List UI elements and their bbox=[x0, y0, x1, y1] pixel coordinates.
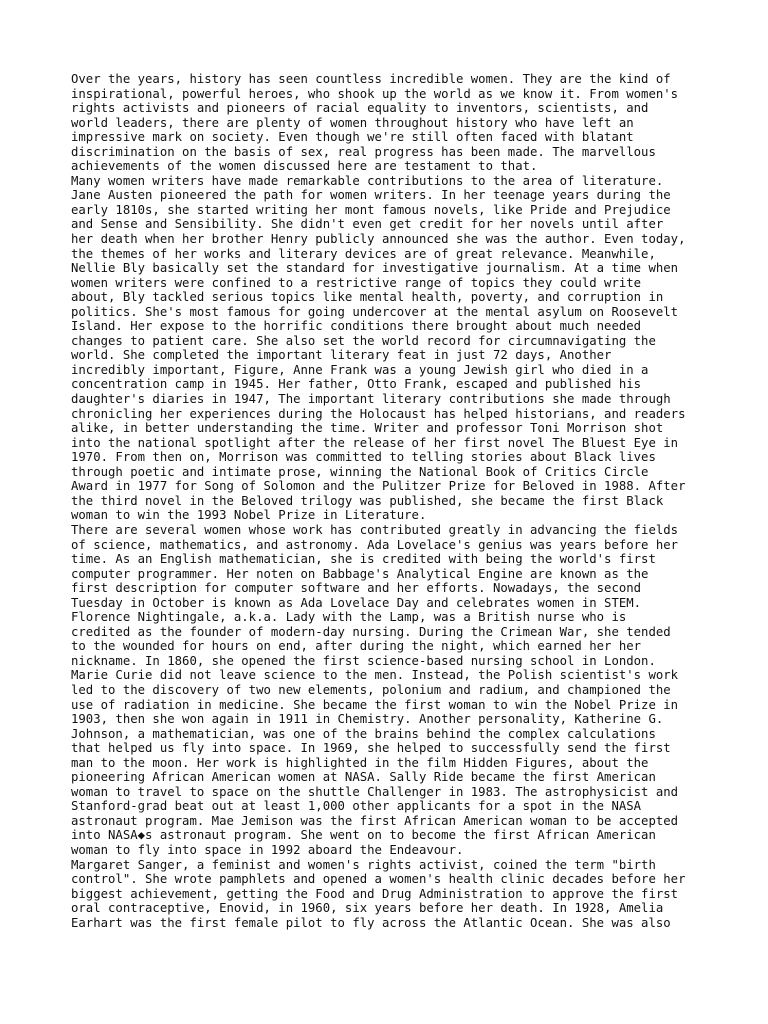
paragraph-literature bbox=[71, 174, 711, 523]
paragraph-science bbox=[71, 523, 711, 858]
text-line: the third novel in the Beloved trilogy was published, she became the first Black bbox=[71, 493, 664, 508]
text-line: the themes of her works and literary devices are of great relevance. Meanwhile, bbox=[71, 246, 656, 261]
text-line: Margaret Sanger, a feminist and women's rights activist, coined the term "birth bbox=[71, 857, 656, 872]
text-line: Johnson, a mathematician, was one of the brains behind the complex calculations bbox=[71, 726, 656, 741]
text-line: Florence Nightingale, a.k.a. Lady with the Lamp, was a British nurse who is bbox=[71, 610, 627, 625]
text-line: woman to win the 1993 Nobel Prize in Literature. bbox=[71, 508, 427, 523]
text-line: world leaders, there are plenty of women throughout history who have left an bbox=[71, 115, 634, 130]
text-line: Many women writers have made remarkable contributions to the area of literature. bbox=[71, 173, 664, 188]
text-line: daughter's diaries in 1947, The important literary contributions she made through bbox=[71, 392, 671, 407]
text-line: changes to patient care. She also set the world record for circumnavigating the bbox=[71, 333, 656, 348]
text-line: alike, in better understanding the time. Writer and professor Toni Morrison shot bbox=[71, 421, 664, 436]
text-line: her death when her brother Henry publicly announced she was the author. Even today, bbox=[71, 232, 686, 247]
text-line: Earhart was the first female pilot to fly across the Atlantic Ocean. She was also bbox=[71, 915, 671, 930]
text-line: astronaut program. Mae Jemison was the first African American woman to be accepted bbox=[71, 813, 679, 828]
text-line: computer programmer. Her noten on Babbage's Analytical Engine are known as the bbox=[71, 566, 649, 581]
text-line: Jane Austen pioneered the path for women writers. In her teenage years during the bbox=[71, 188, 671, 203]
text-line: Marie Curie did not leave science to the men. Instead, the Polish scientist's work bbox=[71, 668, 679, 683]
text-line: achievements of the women discussed here are testament to that. bbox=[71, 159, 538, 174]
text-line: oral contraceptive, Enovid, in 1960, six years before her death. In 1928, Amelia bbox=[71, 901, 664, 916]
document-page bbox=[71, 72, 711, 930]
text-line: of science, mathematics, and astronomy. Ada Lovelace's genius was years before her bbox=[71, 537, 679, 552]
text-line: into NASA◆s astronaut program. She went on to become the first African American bbox=[71, 828, 656, 843]
text-line: into the national spotlight after the release of her first novel The Bluest Eye in bbox=[71, 435, 679, 450]
text-line: biggest achievement, getting the Food and Drug Administration to approve the first bbox=[71, 886, 679, 901]
text-line: use of radiation in medicine. She became the first woman to win the Nobel Prize in bbox=[71, 697, 679, 712]
text-line: There are several women whose work has contributed greatly in advancing the fields bbox=[71, 522, 679, 537]
text-line: and Sense and Sensibility. She didn't even get credit for her novels until after bbox=[71, 217, 664, 232]
paragraph-intro bbox=[71, 72, 711, 174]
text-line: control". She wrote pamphlets and opened a women's health clinic decades before her bbox=[71, 872, 686, 887]
text-line: man to the moon. Her work is highlighted in the film Hidden Figures, about the bbox=[71, 755, 649, 770]
text-line: Tuesday in October is known as Ada Lovelace Day and celebrates women in STEM. bbox=[71, 595, 642, 610]
paragraph-activism bbox=[71, 858, 711, 931]
text-line: inspirational, powerful heroes, who shook up the world as we know it. From women's bbox=[71, 86, 679, 101]
text-line: credited as the founder of modern-day nursing. During the Crimean War, she tended bbox=[71, 624, 671, 639]
text-line: pioneering African American women at NASA. Sally Ride became the first American bbox=[71, 770, 656, 785]
text-line: 1970. From then on, Morrison was committed to telling stories about Black lives bbox=[71, 450, 656, 465]
text-line: woman to travel to space on the shuttle Challenger in 1983. The astrophysicist and bbox=[71, 784, 679, 799]
text-line: politics. She's most famous for going undercover at the mental asylum on Roosevelt bbox=[71, 304, 679, 319]
text-line: about, Bly tackled serious topics like mental health, poverty, and corruption in bbox=[71, 290, 664, 305]
text-line: time. As an English mathematician, she is credited with being the world's first bbox=[71, 552, 656, 567]
text-line: through poetic and intimate prose, winning the National Book of Critics Circle bbox=[71, 464, 649, 479]
text-line: world. She completed the important literary feat in just 72 days, Another bbox=[71, 348, 612, 363]
text-line: concentration camp in 1945. Her father, Otto Frank, escaped and published his bbox=[71, 377, 642, 392]
text-line: led to the discovery of two new elements, polonium and radium, and championed the bbox=[71, 682, 671, 697]
text-line: women writers were confined to a restrictive range of topics they could write bbox=[71, 275, 642, 290]
text-line: 1903, then she won again in 1911 in Chemistry. Another personality, Katherine G. bbox=[71, 712, 664, 727]
text-line: nickname. In 1860, she opened the first science-based nursing school in London. bbox=[71, 653, 656, 668]
text-line: incredibly important, Figure, Anne Frank was a young Jewish girl who died in a bbox=[71, 362, 649, 377]
text-line: early 1810s, she started writing her mont famous novels, like Pride and Prejudice bbox=[71, 202, 671, 217]
text-line: woman to fly into space in 1992 aboard the Endeavour. bbox=[71, 842, 464, 857]
text-line: Island. Her expose to the horrific conditions there brought about much needed bbox=[71, 319, 642, 334]
text-line: to the wounded for hours on end, after during the night, which earned her her bbox=[71, 639, 642, 654]
text-line: first description for computer software and her efforts. Nowadays, the second bbox=[71, 581, 642, 596]
text-line: Over the years, history has seen countless incredible women. They are the kind of bbox=[71, 72, 671, 86]
text-line: impressive mark on society. Even though we're still often faced with blatant bbox=[71, 130, 634, 145]
text-line: chronicling her experiences during the Holocaust has helped historians, and readers bbox=[71, 406, 686, 421]
text-line: Award in 1977 for Song of Solomon and the Pulitzer Prize for Beloved in 1988. After bbox=[71, 479, 686, 494]
text-line: Stanford-grad beat out at least 1,000 other applicants for a spot in the NASA bbox=[71, 799, 642, 814]
text-line: discrimination on the basis of sex, real progress has been made. The marvellous bbox=[71, 144, 656, 159]
text-line: that helped us fly into space. In 1969, she helped to successfully send the first bbox=[71, 741, 671, 756]
text-line: rights activists and pioneers of racial equality to inventors, scientists, and bbox=[71, 101, 649, 116]
text-line: Nellie Bly basically set the standard for investigative journalism. At a time when bbox=[71, 261, 679, 276]
